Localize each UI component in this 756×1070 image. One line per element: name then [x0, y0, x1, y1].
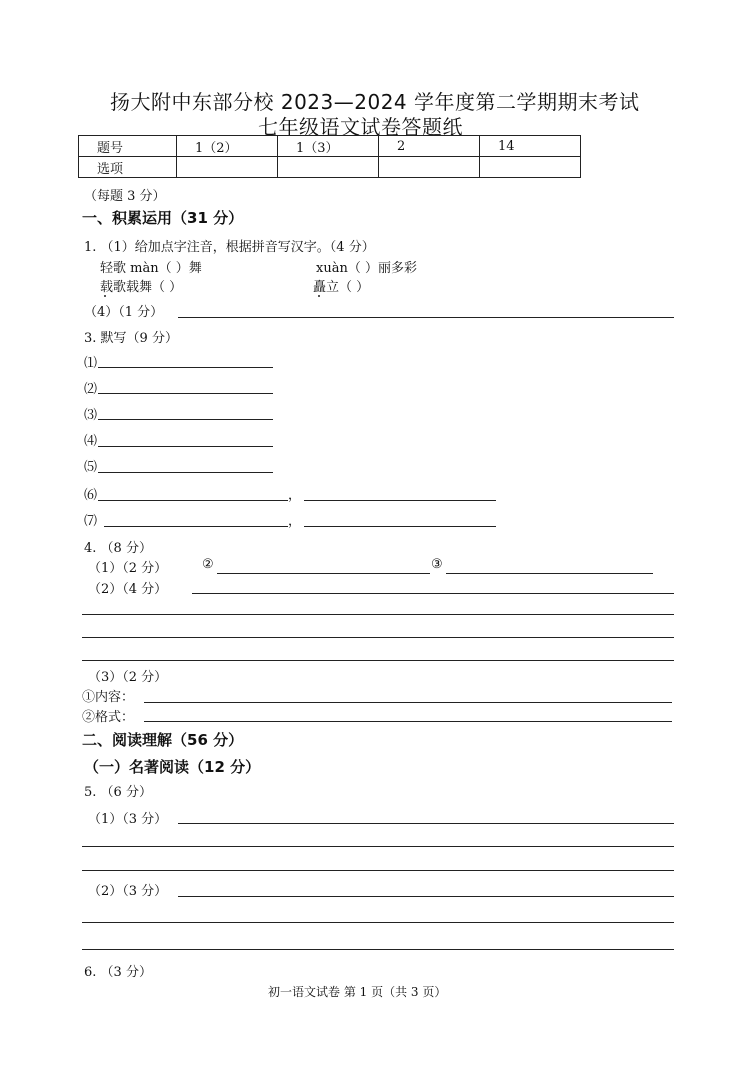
q5-header: 5. （6 分） [84, 785, 152, 800]
answer-cell[interactable] [278, 157, 379, 178]
answer-line[interactable] [98, 419, 273, 420]
q4-1-label: （1）（2 分） [88, 561, 168, 576]
answer-line[interactable] [446, 573, 653, 574]
answer-line[interactable] [82, 922, 674, 923]
q4-header: 4. （8 分） [84, 541, 152, 556]
answer-line[interactable] [304, 500, 496, 501]
answer-line[interactable] [82, 660, 674, 661]
q4-3-label: （3）（2 分） [88, 670, 168, 685]
q1-header: 1. （1）给加点字注音，根据拼音写汉字。（4 分） [84, 240, 375, 255]
answer-line[interactable] [98, 446, 273, 447]
section-2-title: 二、阅读理解（56 分） [82, 731, 244, 749]
page-footer: 初一语文试卷 第 1 页（共 3 页） [268, 985, 447, 999]
q3-marker: ⑴ [84, 356, 98, 371]
q3-marker: ⑵ [84, 382, 98, 397]
q3-marker: ⑷ [84, 434, 98, 449]
q1-item-b: xuàn（ ）丽多彩 [316, 261, 417, 276]
answer-line[interactable] [82, 870, 674, 871]
table-cell: 选项 [79, 157, 177, 178]
answer-line[interactable] [192, 593, 674, 594]
table-row [79, 136, 581, 157]
answer-line[interactable] [144, 702, 672, 703]
answer-line[interactable] [178, 317, 674, 318]
table-cell: 1（2） [177, 136, 278, 157]
emphasis-dot [318, 295, 320, 297]
answer-line[interactable] [217, 573, 430, 574]
q6-header: 6. （3 分） [84, 965, 152, 980]
comma: ， [288, 514, 302, 529]
emphasis-dot [104, 295, 106, 297]
table-cell: 1（3） [278, 136, 379, 157]
marker-3: ③ [431, 557, 443, 572]
answer-line[interactable] [98, 393, 273, 394]
answer-cell[interactable] [480, 157, 581, 178]
marker-2: ② [202, 557, 214, 572]
answer-line[interactable] [82, 846, 674, 847]
answer-line[interactable] [82, 949, 674, 950]
q5-2-label: （2）（3 分） [88, 884, 168, 899]
subsection-1-title: （一）名著阅读（12 分） [84, 758, 261, 776]
answer-line[interactable] [144, 721, 672, 722]
q3-header: 3. 默写（9 分） [84, 331, 178, 346]
table-row [79, 157, 581, 178]
answer-line[interactable] [98, 500, 288, 501]
section-1-title: 一、积累运用（31 分） [82, 209, 244, 227]
answer-line[interactable] [82, 637, 674, 638]
choice-answer-table [78, 135, 581, 178]
q1-4-label: （4）（1 分） [84, 305, 164, 320]
q1-item-c: 载歌载舞（ ） [100, 280, 183, 295]
exam-title: 扬大附中东部分校 2023—2024 学年度第二学期期末考试 [110, 90, 640, 114]
answer-line[interactable] [98, 367, 273, 368]
q3-marker: ⑸ [84, 460, 98, 475]
comma: ， [288, 488, 302, 503]
answer-line[interactable] [98, 472, 273, 473]
score-note: （每题 3 分） [84, 189, 166, 204]
q3-marker: ⑶ [84, 408, 98, 423]
table-cell: 2 [379, 136, 480, 157]
answer-line[interactable] [104, 526, 288, 527]
q5-1-label: （1）（3 分） [88, 812, 168, 827]
answer-line[interactable] [82, 614, 674, 615]
answer-cell[interactable] [379, 157, 480, 178]
q4-3-format-label: ②格式： [82, 710, 135, 725]
table-cell: 题号 [79, 136, 177, 157]
answer-cell[interactable] [177, 157, 278, 178]
q1-item-d: 矗立（ ） [313, 280, 370, 295]
table-cell: 14 [480, 136, 581, 157]
q4-2-label: （2）（4 分） [88, 582, 168, 597]
q1-item-a: 轻歌 màn（ ）舞 [100, 261, 202, 276]
answer-line[interactable] [178, 823, 674, 824]
answer-line[interactable] [304, 526, 496, 527]
sheet-title: 七年级语文试卷答题纸 [258, 115, 463, 139]
q3-marker: ⑹ [84, 488, 98, 503]
q3-marker: ⑺ [84, 514, 98, 529]
q4-3-content-label: ①内容： [82, 690, 135, 705]
answer-line[interactable] [178, 896, 674, 897]
